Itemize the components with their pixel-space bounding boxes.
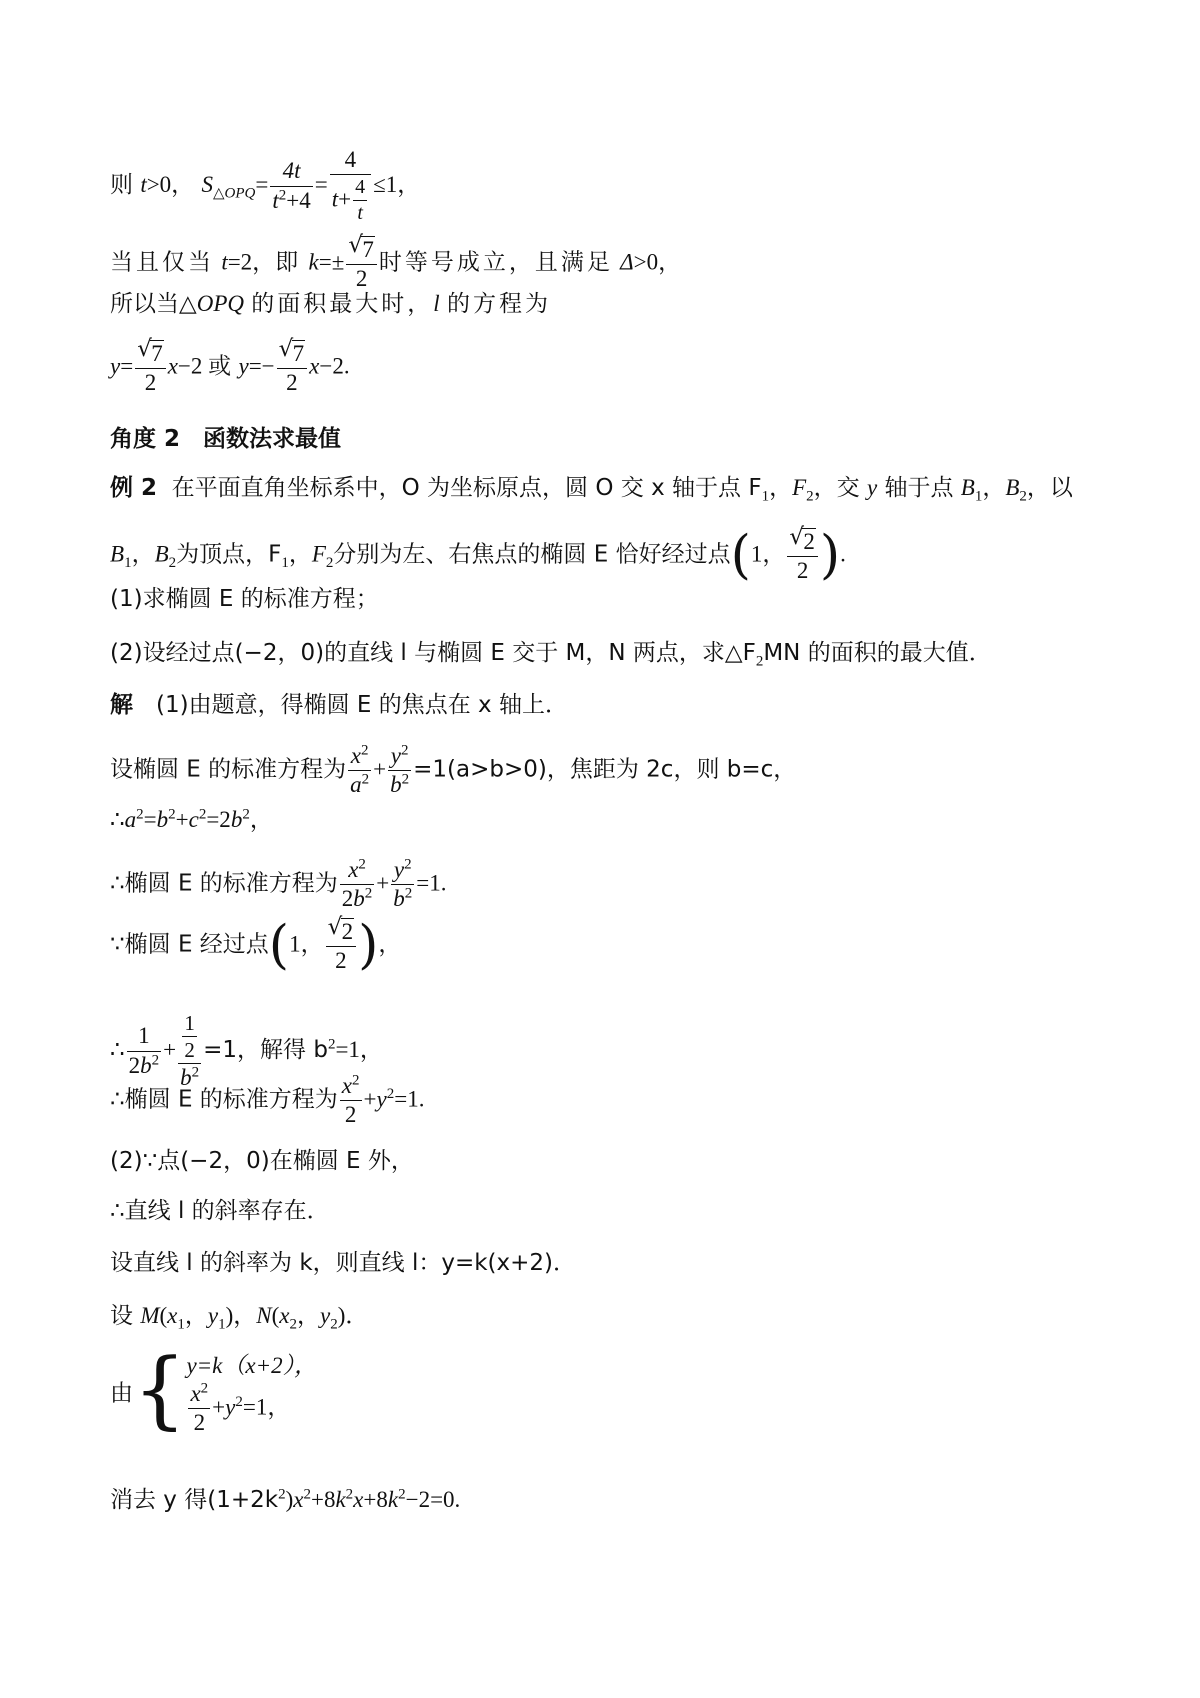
solution-line-solve-b: ∴ $\frac{1}{2b^2}$ + $\frac{\frac{1}{2}}{b^2}$ =1，解得 $b^2=1$， [110,1011,383,1091]
solution-part-2-start: (2)∵点(−2，0)在椭圆 E 外， [110,1148,414,1174]
solution-system: 由{ y=k（x+2）， $\frac{x^2}{2}$ $+y^2=1$， [110,1339,318,1438]
line-equality-condition: 当且仅当 t=2，即 k=± √ $\frac{7}{2}$ 时等号成立，且满足 Δ>0， [110,236,681,291]
example-2-line-2: $B_1$，$B_2$为顶点，$F_1$，$F_2$分别为左、右焦点的椭圆 E 恰好经过点(1， √ $\frac{2}{2}$ ). [110,528,846,583]
solution-line-final-eq: ∴椭圆 E 的标准方程为 $\frac{x^2}{2}$ $+y^2=1$. [110,1072,425,1128]
solution-eliminate-y: 消去 y 得$(1+2k^2)x^2+8k^2x+8k^2-2=0$. [110,1486,461,1513]
solution-points-mn: 设 $M(x_1$，$y_1$)，$N(x_2$，$y_2$)． [110,1303,369,1333]
line-line-equations: y= √ $\frac{7}{2}$ x−2 或 y=− √ $\frac{7}{2}$ x−2. [110,340,350,395]
question-1: (1)求椭圆 E 的标准方程； [110,586,379,612]
solution-line-eq-2b: ∴椭圆 E 的标准方程为 $\frac{x^2}{2b^2}$ + $\frac{y^2}{b^2}$ =1. [110,856,447,912]
solution-line-a-squared: $\therefore a^2=b^2+c^2=2b^2$， [110,806,273,832]
solution-line-standard-eq: 设椭圆 E 的标准方程为 $\frac{x^2}{a^2}$ + $\frac{y^2}{b^2}$ =1(a>b>0)，焦距为 2c，则 b=c， [110,742,797,798]
line-max-area: 所以当△OPQ 的面积最大时，l 的方程为 [110,291,551,317]
example-2-line-1: 例 2 在平面直角坐标系中，O 为坐标原点，圆 O 交 x 轴于点 $F_1$，$F_2$，交 y 轴于点 $B_1$，$B_2$，以 [110,475,1073,505]
line-area-formula: 则 t>0， $S_{\triangle OPQ}=$ $\frac{4t}{t^2+4}$ = 4 t+ $\frac{4}{t}$ ≤1， [110,147,421,225]
solution-line-passes-point: ∵椭圆 E 经过点(1， √ $\frac{2}{2}$ )， [110,918,401,973]
question-2: (2)设经过点(−2，0)的直线 l 与椭圆 E 交于 M，N 两点，求$\triangle F_2MN$ 的面积的最大值． [110,640,992,670]
solution-slope-exists: ∴直线 l 的斜率存在． [110,1198,330,1224]
solution-line-l: 设直线 l 的斜率为 k，则直线 l：y=k(x+2)． [110,1250,577,1276]
solution-start: 解 (1)由题意，得椭圆 E 的焦点在 x 轴上． [110,692,568,718]
section-heading: 角度 2 函数法求最值 [110,426,342,452]
